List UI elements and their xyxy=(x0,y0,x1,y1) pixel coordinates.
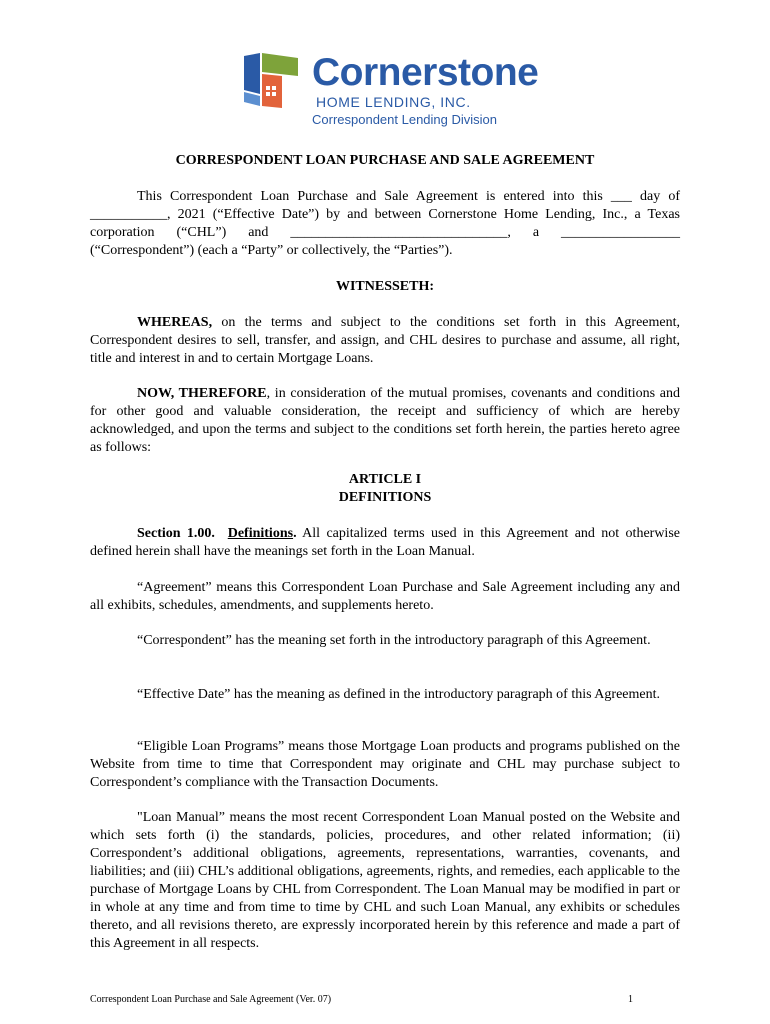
intro-paragraph xyxy=(90,188,680,260)
definition-loan-manual: "Loan Manual” means the most recent Correspondent Loan Manual posted on the Website and which sets forth (i) the standards, policies, procedures, and other related information; (ii) Correspondent’s additional obligations, agreements, representations, warranties, covenants, and liabilities; and (iii) CHL’s additional obligations, agreements, rights, and remedies, each applicable to the purchase of Mortgage Loans by CHL from Correspondent. The Loan Manual may be modified in part or in whole at any time and from time to time by CHL and such Loan Manual, any exhibits or schedules thereto, and all revisions thereto, are expressly incorporated herein by this reference and made a part of this Agreement in all respects. xyxy=(90,810,680,951)
page-number: 1 xyxy=(628,994,633,1005)
intro-line-3: corporation (“CHL”) and _______________________________, a _________________ xyxy=(90,225,680,240)
section-text: All capitalized terms used in this Agreement and not otherwise defined herein shall have the meanings set forth in the Loan Manual. xyxy=(90,526,680,559)
logo-subtitle: HOME LENDING, INC. xyxy=(316,94,471,110)
logo-division: Correspondent Lending Division xyxy=(312,112,498,127)
document-title: CORRESPONDENT LOAN PURCHASE AND SALE AGREEMENT xyxy=(175,153,595,168)
definition-eligible-loan-programs: “Eligible Loan Programs” means those Mortgage Loan products and programs published on the Website from time to time that Correspondent may originate and CHL may purchase subject to Correspondent’s compliance with the Transaction Documents. xyxy=(90,739,680,790)
section-definitions-paragraph xyxy=(90,525,680,561)
whereas-text: on the terms and subject to the conditions set forth in this Agreement, Correspondent desires to sell, transfer, and assign, and CHL desires to purchase and assume, all right, title and interest in and to certain Mortgage Loans. xyxy=(90,315,680,366)
article-heading: ARTICLE I xyxy=(348,472,422,487)
now-therefore-lead: NOW, THEREFORE xyxy=(137,386,267,401)
definition-agreement: “Agreement” means this Correspondent Loan Purchase and Sale Agreement including any and all exhibits, schedules, amendments, and supplements hereto. xyxy=(90,580,680,613)
footer-document-label: Correspondent Loan Purchase and Sale Agreement (Ver. 07) xyxy=(90,994,332,1005)
intro-line-4: (“Correspondent”) (each a “Party” or collectively, the “Parties”). xyxy=(90,243,453,258)
logo-wordmark: Cornerstone xyxy=(312,51,539,94)
section-number: Section 1.00. xyxy=(137,526,215,541)
house-icon xyxy=(236,50,308,110)
whereas-paragraph xyxy=(90,314,680,368)
company-logo xyxy=(236,50,546,130)
whereas-lead: WHEREAS, xyxy=(137,315,213,330)
intro-line-1: This Correspondent Loan Purchase and Sale Agreement is entered into this ___ day of xyxy=(137,189,680,204)
witnesseth-heading: WITNESSETH: xyxy=(335,279,435,294)
definitions-heading: DEFINITIONS xyxy=(338,490,432,505)
section-title-dot: . xyxy=(293,526,297,541)
intro-line-2: ___________, 2021 (“Effective Date”) by and between Cornerstone Home Lending, Inc., a Texas xyxy=(90,207,680,222)
definition-effective-date: “Effective Date” has the meaning as defined in the introductory paragraph of this Agreement. xyxy=(137,687,660,702)
now-therefore-text: , in consideration of the mutual promises, covenants and conditions and for other good and valuable consideration, the receipt and sufficiency of which are hereby acknowledged, and upon the terms and subject to the conditions set forth herein, the parties hereto agree as follows: xyxy=(90,386,681,455)
definition-correspondent: “Correspondent” has the meaning set forth in the introductory paragraph of this Agreement. xyxy=(137,633,651,648)
section-title: Definitions xyxy=(227,526,294,541)
now-therefore-paragraph xyxy=(90,385,680,457)
